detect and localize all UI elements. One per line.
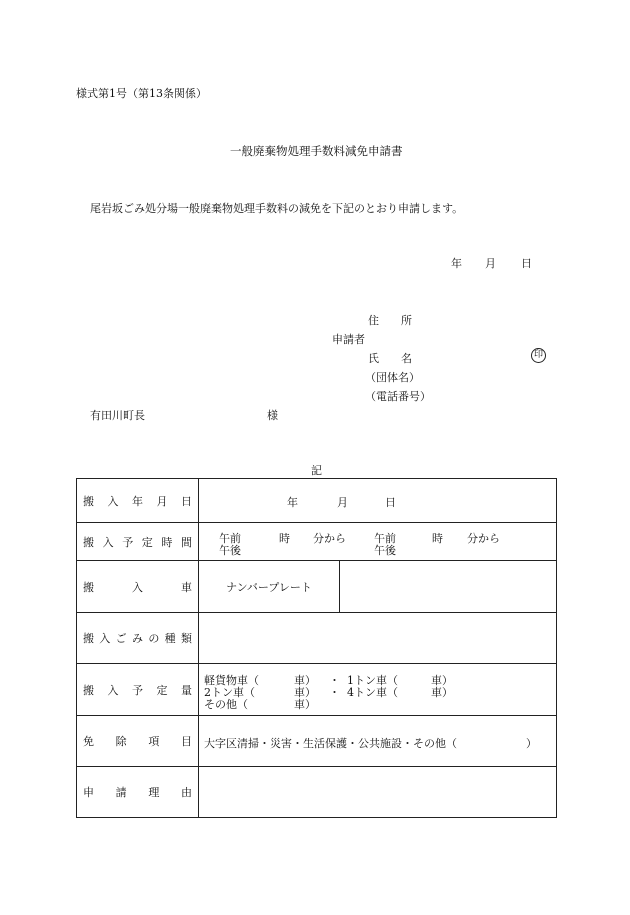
- date-day-label: 日: [521, 257, 532, 270]
- recipient-name: 有田川町長: [90, 409, 145, 422]
- delivery-time-field[interactable]: [199, 523, 557, 561]
- seal-mark: 印: [531, 348, 546, 363]
- amount-row-2: 2トン車（ 車） ・ 4トン車（ 車）: [204, 685, 453, 699]
- label-cell: [77, 716, 199, 767]
- date-month-label: 月: [485, 257, 496, 270]
- delivery-time-label: 搬 入 予 定 時 間: [83, 535, 192, 549]
- recipient-honorific: 様: [267, 409, 278, 422]
- reason-field[interactable]: [199, 767, 557, 818]
- document-title: 一般廃棄物処理手数料減免申請書: [230, 144, 403, 158]
- label-cell: [77, 561, 199, 613]
- exemption-label: 免 除 項 目: [83, 735, 192, 748]
- exemption-close: ）: [526, 737, 537, 750]
- exemption-field[interactable]: [199, 716, 557, 767]
- am-start: 午前: [219, 531, 241, 545]
- hour-start-unit: 時: [279, 531, 290, 545]
- row-waste-type: [77, 613, 557, 664]
- minute-start-unit: 分から: [313, 531, 346, 545]
- row-exemption: [77, 716, 557, 767]
- plate-input[interactable]: [340, 561, 556, 612]
- vehicle-label: 搬 入 車: [83, 580, 192, 594]
- amount-label: 搬 入 予 定 量: [83, 683, 192, 697]
- date-year-unit: 年: [287, 495, 298, 509]
- plate-label: ナンバープレート: [199, 561, 340, 612]
- address-label: 住 所: [368, 314, 412, 327]
- row-amount: [77, 664, 557, 716]
- waste-type-label: 搬 入 ご み の 種 類: [83, 632, 192, 645]
- date-month-unit: 月: [337, 495, 348, 509]
- applicant-label: 申請者: [332, 333, 365, 346]
- form-table: [76, 478, 557, 818]
- label-cell: [77, 613, 199, 664]
- date-year-label: 年: [451, 257, 462, 270]
- hour-end-unit: 時: [432, 531, 443, 545]
- row-reason: [77, 767, 557, 818]
- am-end: 午前: [374, 531, 396, 545]
- date-day-unit: 日: [385, 495, 396, 509]
- row-vehicle: [77, 561, 557, 613]
- form-number: 様式第1号（第13条関係）: [76, 87, 207, 100]
- row-delivery-time: [77, 523, 557, 561]
- pm-start: 午後: [219, 543, 241, 557]
- label-cell: [77, 767, 199, 818]
- exemption-items: 大字区清掃・災害・生活保護・公共施設・その他（: [204, 737, 457, 750]
- row-delivery-date: [77, 479, 557, 523]
- amount-field[interactable]: [199, 664, 557, 716]
- amount-row-1: 軽貨物車（ 車） ・ 1トン車（ 車）: [204, 673, 453, 687]
- label-cell: [77, 664, 199, 716]
- org-label: （団体名）: [365, 371, 420, 384]
- waste-type-field[interactable]: [199, 613, 557, 664]
- pm-end: 午後: [374, 543, 396, 557]
- name-label: 氏 名: [368, 352, 412, 365]
- amount-row-3: その他（ 車）: [204, 697, 316, 711]
- label-cell: [77, 523, 199, 561]
- intro-text: 尾岩坂ごみ処分場一般廃棄物処理手数料の減免を下記のとおり申請します。: [90, 202, 464, 215]
- delivery-date-field[interactable]: [199, 479, 557, 523]
- label-cell: [77, 479, 199, 523]
- delivery-date-label: 搬 入 年 月 日: [83, 494, 192, 508]
- ki-heading: 記: [311, 464, 322, 477]
- vehicle-field: [199, 561, 557, 613]
- reason-label: 申 請 理 由: [83, 786, 192, 799]
- phone-label: （電話番号）: [365, 390, 431, 403]
- minute-end-unit: 分から: [467, 531, 500, 545]
